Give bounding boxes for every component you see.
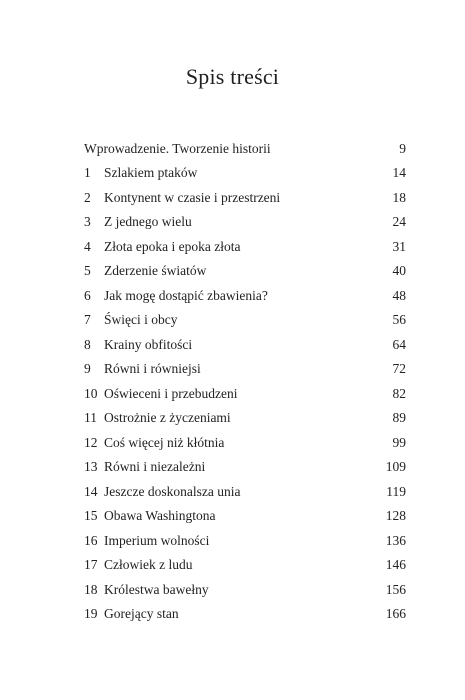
toc-entry — [84, 528, 406, 552]
toc-entry — [84, 552, 406, 576]
chapter-title: Święci i obcy — [104, 312, 178, 327]
chapter-page: 128 — [385, 508, 406, 523]
page-title: Spis treści — [185, 64, 280, 89]
chapter-number: 1 — [84, 165, 91, 180]
chapter-title: Kontynent w czasie i przestrzeni — [104, 189, 281, 205]
chapter-title: Człowiek z ludu — [104, 557, 193, 572]
chapter-title: Krainy obfitości — [104, 336, 193, 352]
toc-entry-label: Wprowadzenie. Tworzenie historii — [84, 141, 271, 156]
toc-entry — [84, 283, 406, 307]
chapter-page: 166 — [385, 606, 406, 621]
chapter-number: 19 — [84, 606, 98, 621]
chapter-number: 2 — [84, 189, 91, 205]
chapter-page: 31 — [392, 238, 406, 254]
chapter-title: Królestwa bawełny — [104, 581, 209, 597]
chapter-title: Ostrożnie z życzeniami — [104, 410, 231, 425]
chapter-number: 9 — [84, 361, 91, 376]
toc-entry-introduction — [84, 136, 406, 160]
chapter-title: Zderzenie światów — [104, 263, 207, 278]
chapter-number: 18 — [84, 581, 98, 597]
chapter-page: 18 — [392, 189, 406, 205]
chapter-page: 146 — [385, 557, 406, 572]
chapter-title: Złota epoka i epoka złota — [104, 238, 241, 254]
chapter-title: Równi i równiejsi — [104, 361, 201, 376]
chapter-page: 89 — [392, 410, 406, 425]
toc-entry — [84, 479, 406, 503]
chapter-number: 12 — [84, 434, 98, 450]
chapter-page: 109 — [385, 459, 406, 474]
chapter-page: 72 — [392, 361, 406, 376]
chapter-number: 15 — [84, 508, 98, 523]
chapter-number: 5 — [84, 263, 91, 278]
chapter-page: 119 — [386, 483, 406, 499]
toc-entry — [84, 503, 406, 527]
chapter-page: 82 — [392, 385, 406, 401]
chapter-title: Imperium wolności — [104, 532, 210, 548]
chapter-page: 48 — [392, 287, 406, 303]
chapter-title: Oświeceni i przebudzeni — [104, 385, 238, 401]
chapter-page: 156 — [385, 581, 406, 597]
toc-entry — [84, 185, 406, 209]
chapter-number: 3 — [84, 214, 91, 229]
toc-entry — [84, 160, 406, 184]
toc-entry-page: 9 — [399, 141, 406, 156]
toc-entry — [84, 209, 406, 233]
toc-entry — [84, 601, 406, 625]
toc-entry — [84, 332, 406, 356]
chapter-title: Z jednego wielu — [104, 214, 192, 229]
toc-entry — [84, 405, 406, 429]
toc-entry — [84, 430, 406, 454]
chapter-page: 14 — [392, 165, 406, 180]
toc-entry — [84, 258, 406, 282]
chapter-page: 64 — [392, 336, 406, 352]
chapter-title: Obawa Washingtona — [104, 508, 216, 523]
chapter-number: 10 — [84, 385, 98, 401]
chapter-title: Gorejący stan — [104, 606, 179, 621]
toc-entry — [84, 577, 406, 601]
chapter-number: 13 — [84, 459, 98, 474]
toc-entry — [84, 454, 406, 478]
chapter-page: 24 — [392, 214, 406, 229]
chapter-title: Równi i niezależni — [104, 459, 206, 474]
chapter-page: 56 — [392, 312, 406, 327]
chapter-number: 16 — [84, 532, 98, 548]
chapter-page: 99 — [392, 434, 406, 450]
chapter-number: 17 — [84, 557, 98, 572]
chapter-number: 14 — [84, 483, 98, 499]
toc-entry — [84, 234, 406, 258]
chapter-title: Szlakiem ptaków — [104, 165, 198, 180]
toc-entry — [84, 356, 406, 380]
chapter-number: 11 — [84, 410, 97, 425]
chapter-number: 8 — [84, 336, 91, 352]
chapter-page: 136 — [385, 532, 406, 548]
chapter-number: 4 — [84, 238, 91, 254]
chapter-title: Jeszcze doskonalsza unia — [104, 483, 241, 499]
toc-entry — [84, 381, 406, 405]
chapter-title: Coś więcej niż kłótnia — [104, 434, 225, 450]
toc-entry — [84, 307, 406, 331]
chapter-title: Jak mogę dostąpić zbawienia? — [104, 287, 268, 303]
chapter-number: 7 — [84, 312, 91, 327]
chapter-page: 40 — [392, 263, 406, 278]
chapter-number: 6 — [84, 287, 91, 303]
